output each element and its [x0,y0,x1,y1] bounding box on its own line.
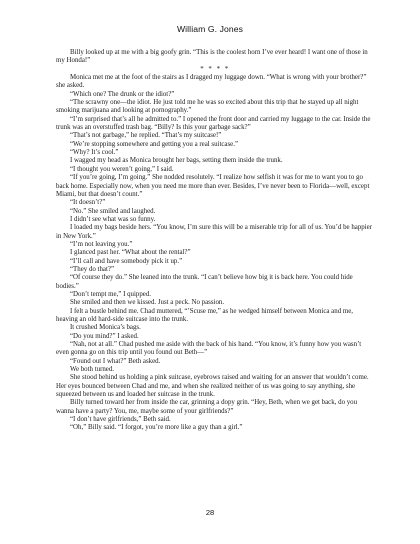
paragraph: “The scrawny one—the idiot. He just told me he was so excited about this trip that he stayed up all night smoking marijuana and looking at pornography.” [56,99,359,115]
scene-break: * * * * [200,65,230,73]
page-number: 28 [205,508,215,517]
running-head-author: William G. Jones [176,24,244,34]
paragraph: I wagged my head as Monica brought her bags, setting them inside the trunk. [70,157,283,165]
paragraph: “Oh,” Billy said. “I forgot, you’re more like a guy than a girl.” [70,424,243,432]
paragraph: “That’s not garbage,” he replied. “That’s my suitcase!” [70,132,222,140]
paragraph: I didn’t see what was so funny. [70,215,156,223]
paragraph: She stood behind us holding a pink suitcase, eyebrows raised and waiting for an answer that wouldn’t come. Her eyes bounced between Chad and me, and when she realized neither of us was going to say anything, she squeezed between us and loaded her suitcase in the trunk. [56,374,369,399]
paragraph: “Why? It’s cool.” [70,149,119,157]
paragraph: “Found out I what?” Beth asked. [70,357,161,365]
paragraph: “If you’re going, I’m going.” She nodded resolutely. “I realize how selfish it was for me to want you to go back home. Especially now, when you need me more than ever. Besides, I’ve never been to Florida—well, except Miami, but that doesn’t count.” [56,174,370,198]
body-text [56,49,374,433]
paragraph: “I’m not leaving you.” [70,240,133,248]
paragraph: I felt a bustle behind me. Chad muttered, “’Scuse me,” as he wedged himself between Monica and me, heaving an old hard-side suitcase into the trunk. [56,307,353,323]
paragraph: Billy looked up at me with a big goofy grin. “This is the coolest horn I’ve ever heard! I want one of those in my Honda!” [56,49,368,65]
paragraph: “I’ll call and have somebody pick it up.” [70,257,183,265]
paragraph: “It doesn’t?” [70,199,106,207]
paragraph: I loaded my bags beside hers. “You know, I’m sure this will be a miserable trip for all of us. You’d be happier in New York.” [56,224,372,240]
paragraph: We both turned. [70,366,115,374]
paragraph: “Of course they do.” She leaned into the trunk. “I can’t believe how big it is back here. You could hide bodies.” [56,274,353,290]
paragraph: “Don’t tempt me,” I quipped. [70,290,152,298]
paragraph: “Which one? The drunk or the idiot?” [70,90,175,98]
paragraph: “I’m surprised that’s all he admitted to.” I opened the front door and carried my luggage to the car. Inside the trunk was an overstuffed trash bag. “Billy? Is this your garbage sack?” [56,115,371,132]
paragraph: Monica met me at the foot of the stairs as I dragged my luggage down. “What is wrong with your brother?” she asked. [56,74,367,90]
paragraph: “I don’t have girlfriends,” Beth said. [70,416,171,424]
paragraph: “Nah, not at all.” Chad pushed me aside with the back of his hand. “You know, it’s funny how you wasn’t even gonna go on this trip until you found out Beth—” [56,341,362,357]
paragraph: I glanced past her. “What about the rental?” [70,249,191,257]
paragraph: “We’re stopping somewhere and getting you a real suitcase.” [70,140,239,148]
paragraph: It crushed Monica’s bags. [70,324,141,332]
paragraph: “I thought you weren’t going,” I said. [70,165,174,173]
paragraph: “They do that?” [70,265,115,273]
paragraph: “Do you mind?” I asked. [70,332,139,340]
paragraph: Billy turned toward her from inside the car, grinning a dopy grin. “Hey, Beth, when we get back, do you wanna have a party? You, me, maybe some of your girlfriends?” [56,399,358,415]
paragraph: She smiled and then we kissed. Just a peck. No passion. [70,299,225,307]
paragraph: “No.” She smiled and laughed. [70,207,156,215]
